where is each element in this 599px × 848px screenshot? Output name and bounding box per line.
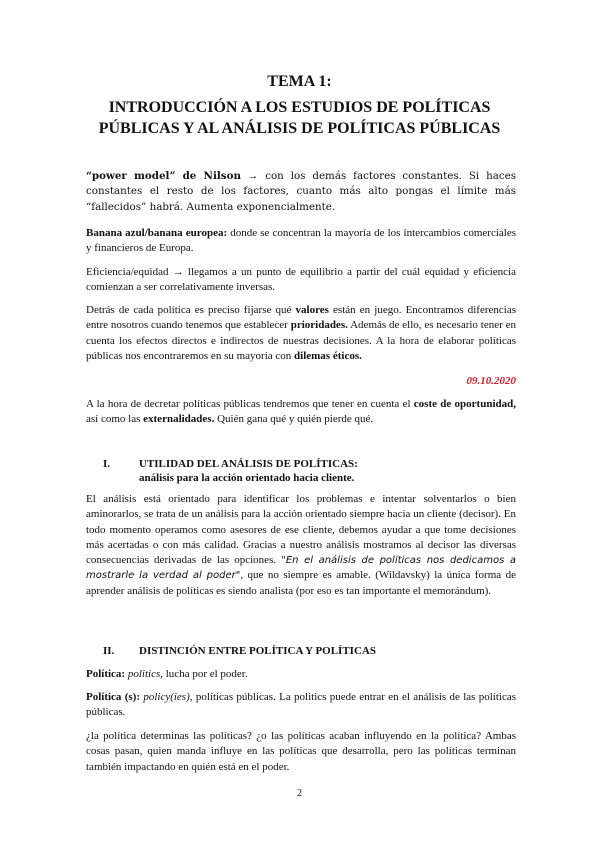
paragraph-eficiencia — [86, 265, 516, 296]
paragraph-politicas — [86, 690, 516, 721]
banana-text: donde se concentran la mayoría de los intercambios comerciales y financieros de Europa. — [86, 227, 516, 255]
dilemas-term: dilemas éticos. — [294, 349, 362, 362]
prioridades-term: prioridades. — [290, 319, 348, 332]
section-number: I. — [103, 458, 111, 470]
paragraph-banana-azul — [86, 226, 516, 257]
policies-term: policy(ies), — [143, 691, 193, 703]
title-line-1: INTRODUCCIÓN A LOS ESTUDIOS DE POLÍTICAS — [108, 99, 491, 116]
externalidades-term: externalidades. — [143, 413, 215, 426]
wildavsky-quote: "En el análisis de políticas nos dedicamos a mostrarle la verdad al poder" — [86, 555, 516, 582]
coste-text-3: Quién gana qué y quién pierde qué. — [214, 413, 374, 426]
politics-term: politics, — [127, 668, 163, 680]
paragraph-coste-oportunidad — [86, 397, 516, 428]
power-model-term: “power model” de Nilson — [86, 170, 241, 182]
paragraph-valores — [86, 303, 516, 364]
utilidad-text-2: , que no siempre es amable. (Wildavsky) la única forma de aprender análisis de políticas es siendo analista (por eso es tan importante el memorándum). — [86, 569, 517, 597]
section-title: DISTINCIÓN ENTRE POLÍTICA Y POLÍTICAS — [139, 645, 376, 657]
section-title: UTILIDAD DEL ANÁLISIS DE POLÍTICAS: — [139, 458, 358, 470]
eficiencia-text: llegamos a un punto de equilibrio a partir del cuál equidad y eficiencia comienzan a ser correlativamente inversas. — [86, 266, 516, 294]
politicas-text: políticas públicas. La politics puede entrar en el análisis de las políticas públicas. — [86, 691, 517, 719]
section-number: II. — [103, 645, 115, 657]
pregunta-text: ¿la política determinas las políticas? ¿o las políticas acaban influyendo en la política? Ambas cosas pasan, quien manda influye en las políticas que desarrolla, pero las políticas terminan también impactando en quién está en el poder. — [86, 730, 516, 773]
power-model-text: con los demás factores constantes. Si haces constantes el resto de los factores, cuanto más alto pongas el límite más “fallecidos” habrá. Aumenta exponencialmente. — [86, 170, 517, 213]
politicas-term: Política (s): — [86, 691, 141, 703]
coste-text-2: así como las — [86, 413, 144, 426]
coste-text-1: A la hora de decretar políticas públicas tendremos que tener en cuenta el — [86, 398, 414, 410]
paragraph-utilidad — [86, 492, 516, 599]
politica-term: Política: — [86, 668, 126, 680]
valores-text-2: están en juego. Encontramos diferencias entre nosotros cuando tenemos que establecer — [86, 304, 516, 332]
paragraph-power-model — [86, 169, 516, 215]
politica-text: lucha por el poder. — [163, 668, 248, 680]
tema-heading: TEMA 1: — [267, 73, 332, 90]
utilidad-text-1: El análisis está orientado para identificar los problemas e intentar solventarlos o bien aminorarlos, se trata de un análisis para la acción orientado siempre hacia un cliente (decisor). En todo momento operamos como asesores de ese cliente, debemos ayudar a que tome decisiones más acertadas o con más calidad. Gracias a nuestro análisis mostramos al decisor las diversas consecuencias derivadas de las opciones. — [86, 493, 516, 567]
section-subtitle: análisis para la acción orientado hacia cliente. — [139, 472, 355, 484]
page-number: 2 — [297, 788, 302, 799]
arrow-icon: → — [247, 170, 259, 182]
eficiencia-term: Eficiencia/equidad — [86, 266, 173, 278]
arrow-icon: → — [172, 266, 184, 278]
date-label: 09.10.2020 — [466, 375, 516, 387]
paragraph-pregunta — [86, 729, 516, 775]
paragraph-politica — [86, 667, 516, 682]
coste-term: coste de oportunidad, — [413, 398, 516, 410]
banana-term: Banana azul/banana europea: — [86, 227, 228, 239]
valores-term: valores — [295, 304, 329, 316]
valores-text-1: Detrás de cada política es preciso fijarse qué — [86, 304, 296, 316]
title-line-2: PÚBLICAS Y AL ANÁLISIS DE POLÍTICAS PÚBLICAS — [98, 120, 501, 137]
valores-text-3: Además de ello, es necesario tener en cuenta los efectos directos e indirectos de nuestras decisiones. A la hora de elaborar políticas públicas nos encontraremos en su mayoría con — [86, 319, 516, 362]
